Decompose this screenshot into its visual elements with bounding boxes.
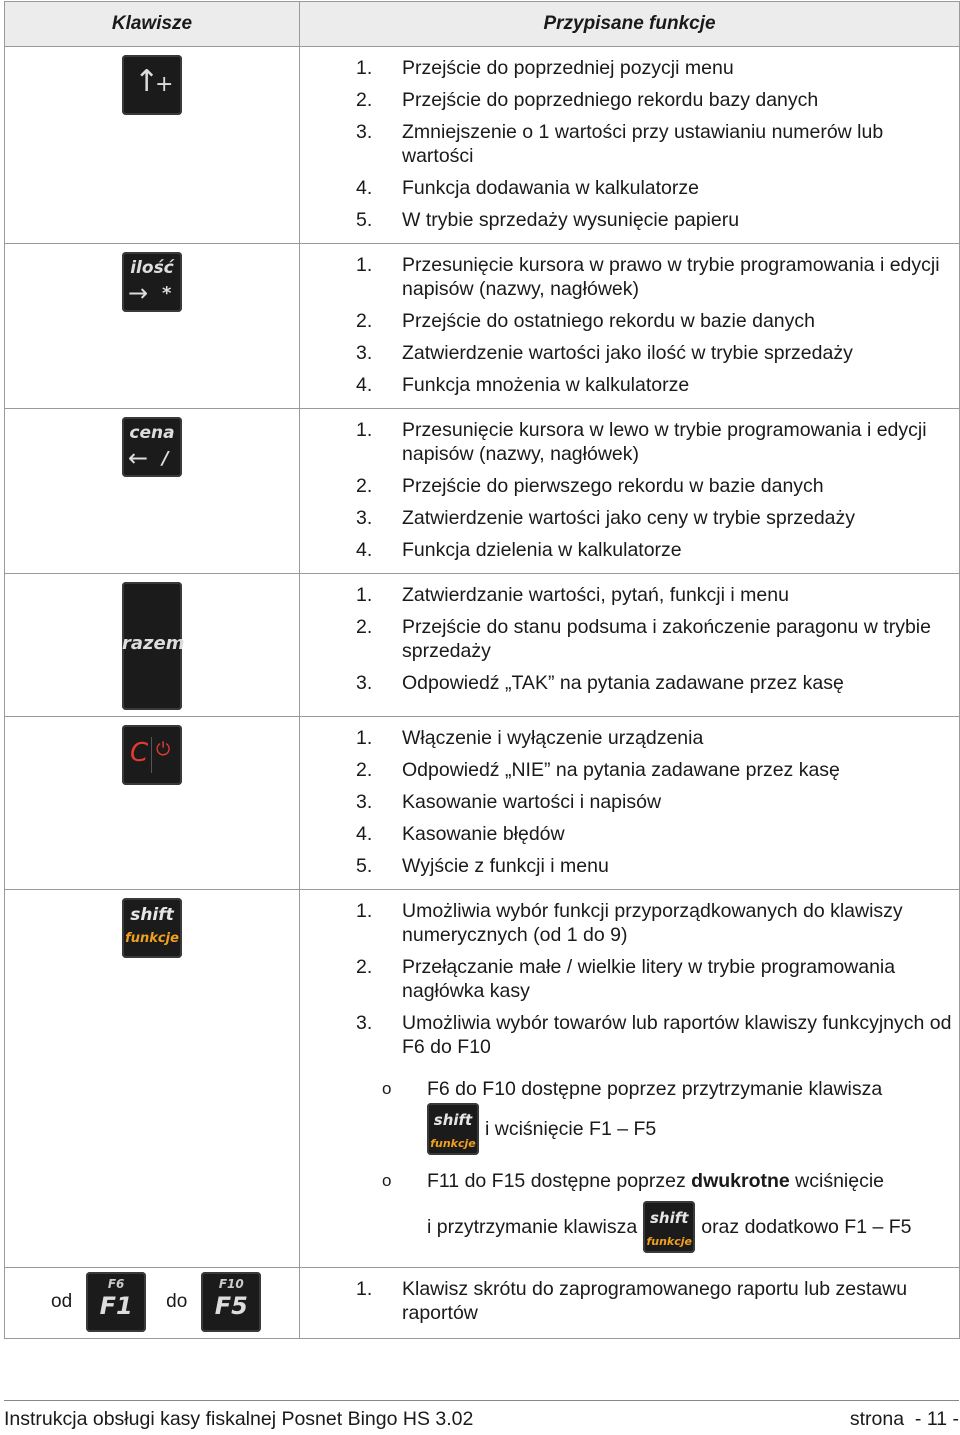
- up-plus-key-icon: ↑ +: [122, 55, 182, 115]
- list-item: 3. Umożliwia wybór towarów lub raportów klawiszy funkcyjnych od F6 do F10: [356, 1012, 952, 1058]
- list-item: 4. Funkcja dodawania w kalkulatorze: [356, 177, 699, 199]
- function-list: [300, 717, 959, 886]
- list-item: 2. Przejście do stanu podsuma i zakończenie paragonu w trybie sprzedaży: [356, 616, 931, 662]
- circle-bullet-icon: o: [382, 1171, 392, 1190]
- list-item: 3. Kasowanie wartości i napisów: [356, 791, 662, 813]
- list-item: 5. Wyjście z funkcji i menu: [356, 855, 609, 877]
- shift-key-icon: shift funkcje: [427, 1103, 479, 1155]
- razem-key-icon: razem: [122, 582, 182, 710]
- list-item: 4. Funkcja mnożenia w kalkulatorze: [356, 374, 690, 396]
- list-item: 2. Odpowiedź „NIE” na pytania zadawane przez kasę: [356, 759, 840, 781]
- arrow-up-icon: ↑: [134, 64, 160, 99]
- table-row: [5, 574, 960, 717]
- footer-divider: [4, 1400, 959, 1401]
- table-row: od F6 F1 do F10 F5 1. Klawisz skrótu do zaprogramowanego raportu lub zestawu raportów: [5, 1268, 960, 1339]
- cena-key-icon: cena ← /: [122, 417, 182, 477]
- list-item: 2. Przełączanie małe / wielkie litery w trybie programowania nagłówka kasy: [356, 956, 896, 1002]
- list-item: 1. Włączenie i wyłączenie urządzenia: [356, 727, 704, 749]
- header-functions: Przypisane funkcje: [300, 2, 960, 47]
- page-number: strona - 11 -: [849, 1408, 959, 1430]
- arrow-left-icon: ←: [128, 444, 149, 472]
- list-item: 4. Kasowanie błędów: [356, 823, 565, 845]
- f5-key-icon: F10 F5: [201, 1272, 261, 1332]
- list-item: 1. Umożliwia wybór funkcji przyporządkowanych do klawiszy numerycznych (od 1 do 9): [356, 900, 903, 946]
- table-header-row: [5, 2, 960, 47]
- ilosc-key-icon: ilość → *: [122, 252, 182, 312]
- list-item: 1. Zatwierdzanie wartości, pytań, funkcji i menu: [356, 584, 789, 606]
- table-row: [5, 717, 960, 890]
- sub-bullet-item: o F11 do F15 dostępne poprzez dwukrotne wciśnięcie i przytrzymanie klawisza shift funkcje oraz dodatkowo F1 – F5: [300, 1169, 959, 1267]
- shift-key-icon: shift funkcje: [122, 898, 182, 958]
- f1-key-icon: F6 F1: [86, 1272, 146, 1332]
- function-list: [300, 409, 959, 570]
- table-row: [5, 244, 960, 409]
- list-item: 4. Funkcja dzielenia w kalkulatorze: [356, 539, 682, 561]
- list-item: 1. Przesunięcie kursora w lewo w trybie programowania i edycji napisów (nazwy, nagłówek): [356, 419, 927, 465]
- list-item: 3. Zatwierdzenie wartości jako ilość w trybie sprzedaży: [356, 342, 853, 364]
- list-item: 2. Przejście do ostatniego rekordu w bazie danych: [356, 310, 815, 332]
- list-item: 1. Przesunięcie kursora w prawo w trybie programowania i edycji napisów (nazwy, nagłówek): [356, 254, 940, 300]
- list-item: 2. Przejście do pierwszego rekordu w bazie danych: [356, 475, 824, 497]
- list-item: 5. W trybie sprzedaży wysunięcie papieru: [356, 209, 740, 231]
- header-keys: Klawisze: [5, 2, 300, 47]
- function-list: [300, 47, 959, 240]
- arrow-right-icon: →: [128, 279, 149, 307]
- list-item: 3. Zatwierdzenie wartości jako ceny w trybie sprzedaży: [356, 507, 856, 529]
- list-item: 1. Przejście do poprzedniej pozycji menu: [356, 57, 734, 79]
- table-row: [5, 409, 960, 574]
- power-icon: ⏻: [156, 739, 171, 760]
- circle-bullet-icon: o: [382, 1079, 392, 1098]
- list-item: 2. Przejście do poprzedniego rekordu bazy danych: [356, 89, 819, 111]
- function-list: [300, 244, 959, 405]
- function-list: [300, 1268, 959, 1333]
- function-list: [300, 574, 959, 703]
- key-function-table: [4, 1, 960, 1339]
- list-item: 1. Klawisz skrótu do zaprogramowanego raportu lub zestawu raportów: [356, 1278, 908, 1324]
- table-row: [5, 47, 960, 244]
- list-item: 3. Odpowiedź „TAK” na pytania zadawane przez kasę: [356, 672, 844, 694]
- page-footer: [4, 1408, 959, 1431]
- sub-bullet-item: o F6 do F10 dostępne poprzez przytrzymanie klawisza shift funkcje i wciśnięcie F1 – F5: [300, 1077, 959, 1155]
- shift-key-icon: shift funkcje: [643, 1201, 695, 1253]
- clear-power-key-icon: C ⏻: [122, 725, 182, 785]
- function-list: [300, 890, 959, 1067]
- footer-title: Instrukcja obsługi kasy fiskalnej Posnet Bingo HS 3.02: [4, 1408, 474, 1430]
- table-row: [5, 890, 960, 1268]
- list-item: 3. Zmniejszenie o 1 wartości przy ustawianiu numerów lub wartości: [356, 121, 884, 167]
